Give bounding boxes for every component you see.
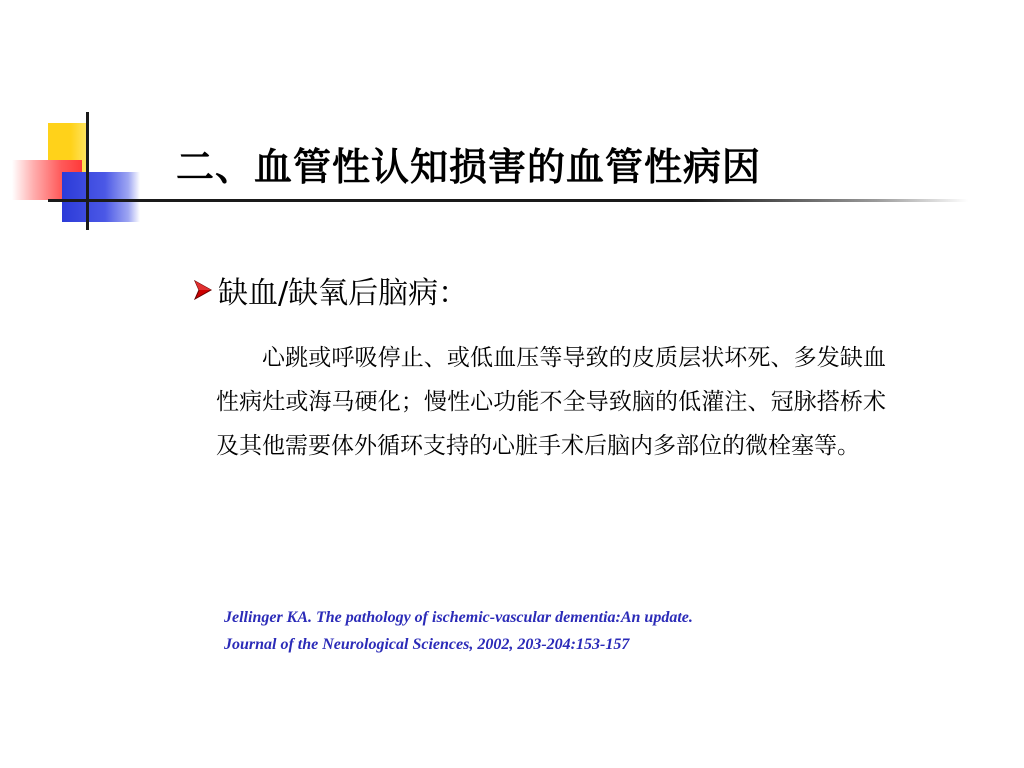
arrow-right-icon <box>192 279 214 301</box>
reference-line-2: Journal of the Neurological Sciences, 2002, 203-204:153-157 <box>224 636 630 653</box>
vertical-rule <box>86 112 89 230</box>
body-paragraph: 心跳或呼吸停止、或低血压等导致的皮质层状坏死、多发缺血性病灶或海马硬化；慢性心功能不全导致脑的低灌注、冠脉搭桥术及其他需要体外循环支持的心脏手术后脑内多部位的微栓塞等。 <box>216 345 886 459</box>
slide-title: 二、血管性认知损害的血管性病因 <box>176 145 762 189</box>
bullet-label: 缺血/缺氧后脑病： <box>218 276 469 311</box>
reference-line-1: Jellinger KA. The pathology of ischemic-vascular dementia:An update. <box>224 609 693 626</box>
bullet-item <box>192 268 468 312</box>
title-underline-rule <box>48 199 968 202</box>
reference-citation <box>224 604 693 658</box>
blue-square-decoration <box>62 172 140 222</box>
corner-ornament <box>0 0 160 240</box>
